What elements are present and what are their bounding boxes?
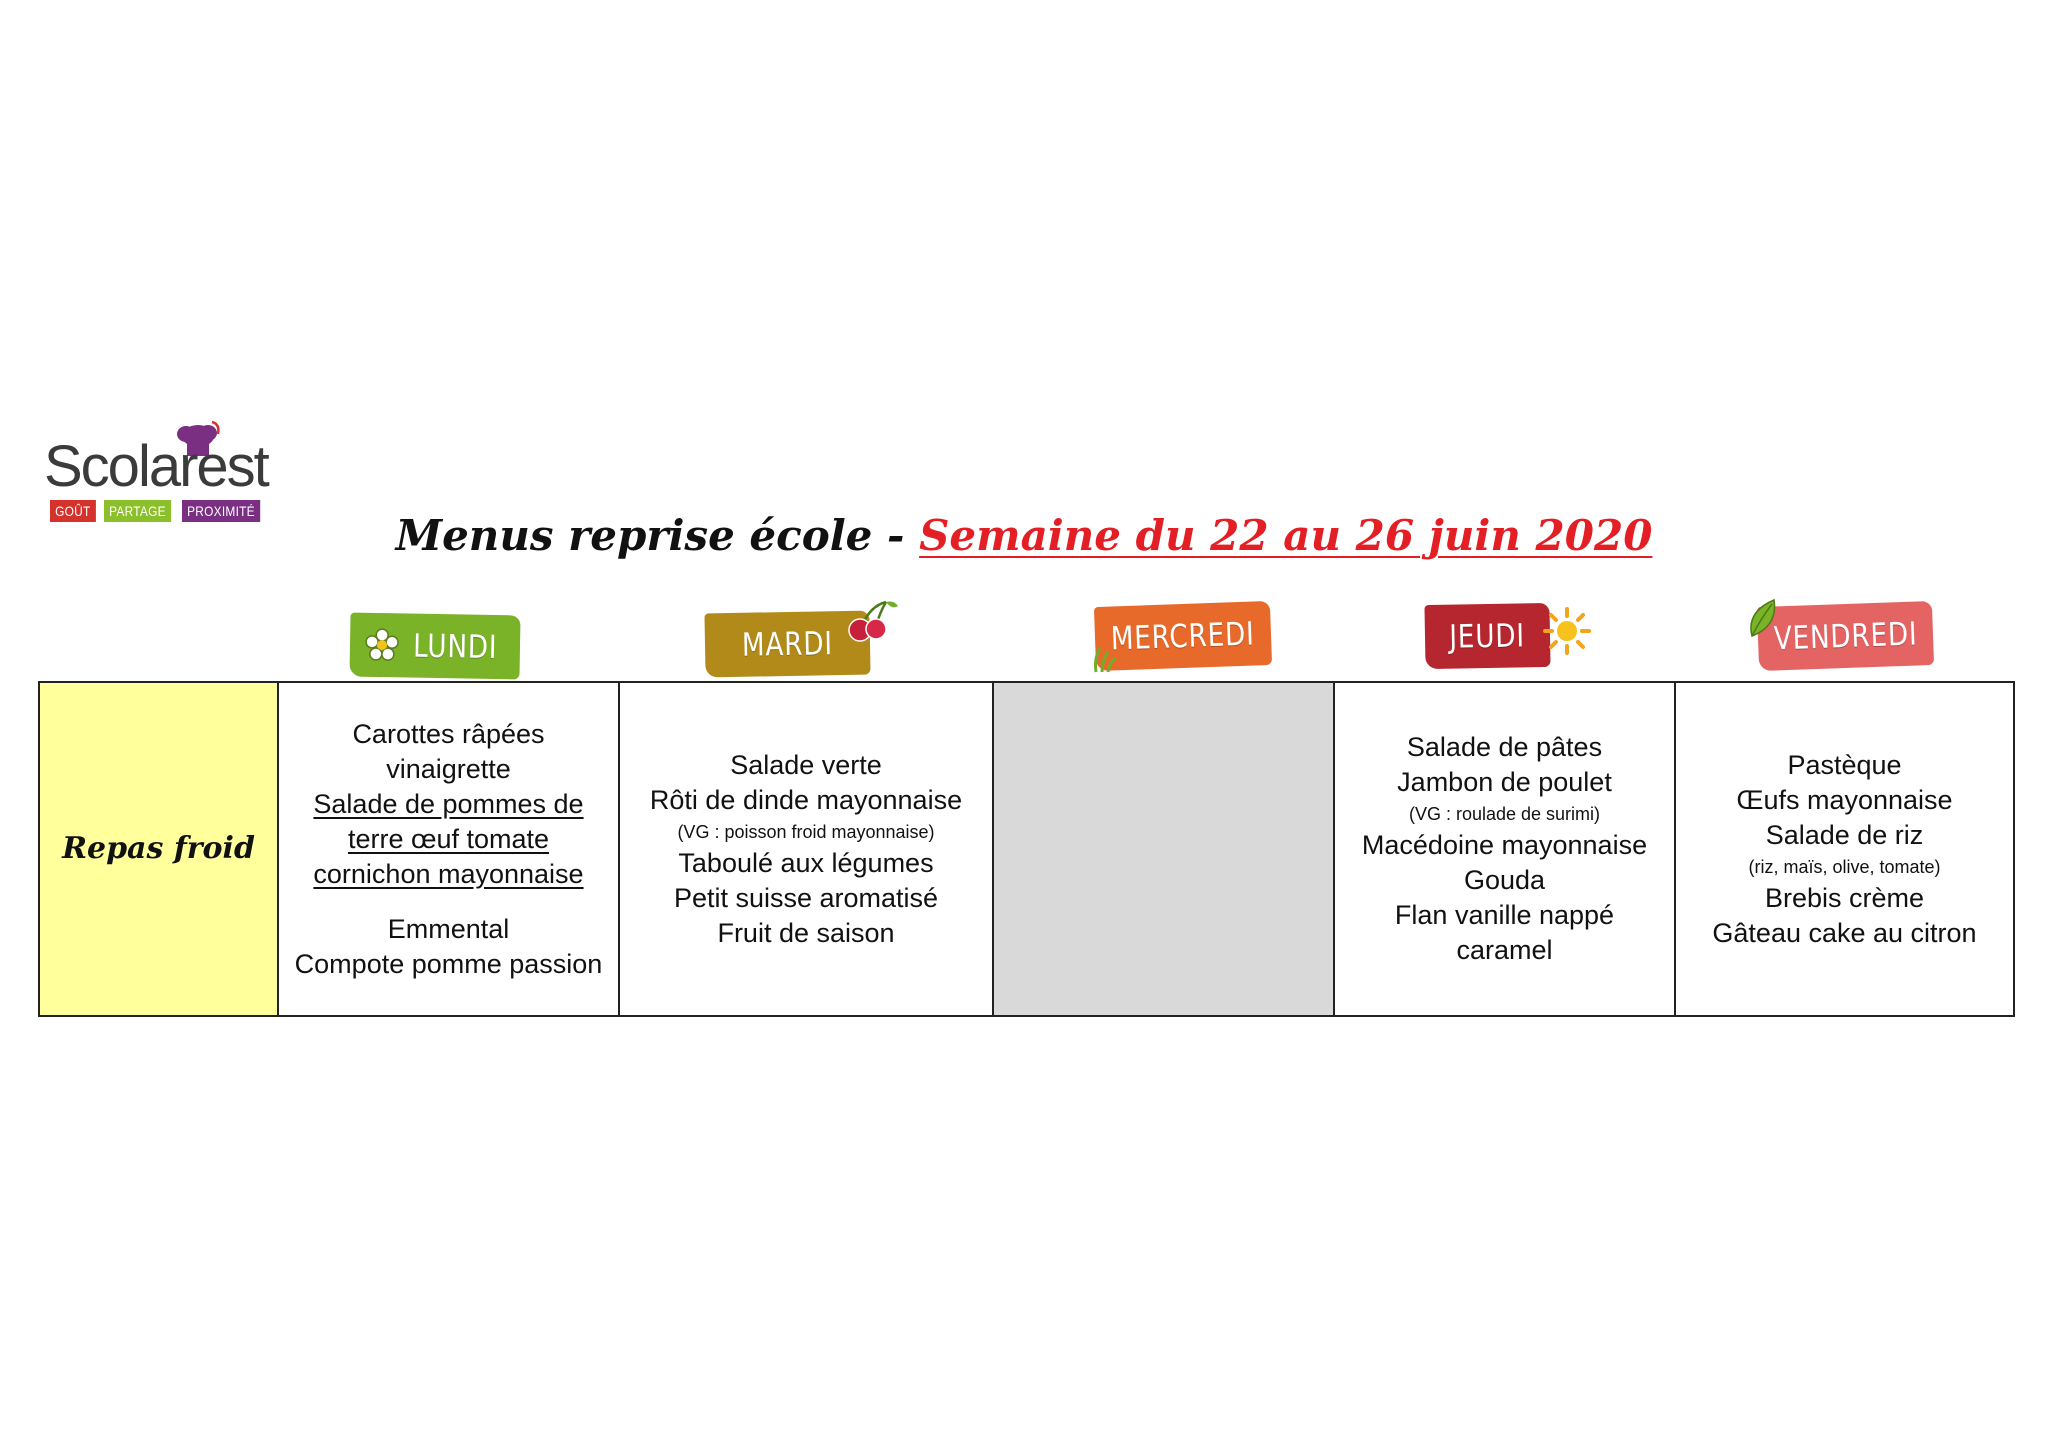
day-label-jeudi [1424,603,1550,669]
menu-item: Gouda [1463,865,1546,895]
page-title [0,506,2048,566]
menu-item: terre œuf tomate [347,823,550,854]
flower-icon [363,627,400,664]
menu-item: Compote pomme passion [294,948,603,979]
menu-item: Salade verte [730,749,882,780]
menu-item: Petit suisse aromatisé [673,882,939,913]
logo-tag-partage: PARTAGE [104,500,171,522]
menu-cell-vendredi [1674,683,2013,1015]
day-name-mardi: MARDI [741,624,834,664]
menu-note: (VG : poisson froid mayonnaise) [677,821,935,842]
day-label-vendredi [1757,601,1934,671]
menu-item: Œufs mayonnaise [1736,784,1953,815]
menu-item: Gâteau cake au citron [1712,917,1977,948]
day-name-lundi: LUNDI [412,626,498,667]
menu-item: cornichon mayonnaise [313,858,584,889]
cherries-icon [842,598,900,644]
menu-item: Carottes râpées [352,718,545,749]
menu-item: Salade de pommes de [313,788,584,819]
menu-item: Flan vanille nappé [1394,900,1615,930]
menu-item: caramel [1456,935,1553,965]
menu-item: Pastèque [1787,749,1902,780]
day-name-jeudi: JEUDI [1449,616,1526,656]
logo-tag-gout: GOÛT [50,500,96,522]
menu-item: Brebis crème [1764,882,1925,913]
row-label-cell [40,683,277,1015]
day-label-lundi [349,613,520,680]
grass-icon [1090,644,1120,674]
title-week: Semaine du 22 au 26 juin 2020 [919,511,1653,560]
title-main: Menus reprise école [395,511,873,560]
logo-tag-proximite: PROXIMITÉ [182,500,260,522]
menu-item: Jambon de poulet [1397,767,1612,797]
leaf-icon [1744,596,1780,642]
menu-cell-jeudi [1333,683,1674,1015]
menu-item: Macédoine mayonnaise [1361,830,1648,860]
menu-table [38,681,2015,1017]
row-label: Repas froid [62,831,255,866]
menu-item: Salade de pâtes [1406,732,1603,762]
menu-cell-mardi [618,683,992,1015]
menu-cell-lundi [277,683,618,1015]
menu-item: Fruit de saison [717,917,895,948]
menu-item: Emmental [387,913,510,944]
day-name-vendredi: VENDREDI [1773,614,1918,658]
menu-item: Taboulé aux légumes [678,847,934,878]
logo-wordmark: Scolarest [44,434,268,499]
menu-note: (riz, maïs, olive, tomate) [1748,856,1941,877]
menu-item: vinaigrette [386,753,511,784]
menu-item: Rôti de dinde mayonnaise [649,784,963,815]
day-name-mercredi: MERCREDI [1110,614,1256,658]
menu-item: Salade de riz [1765,819,1924,850]
menu-note: (VG : roulade de surimi) [1408,804,1601,824]
title-separator: - [872,511,920,560]
menu-cell-mercredi [992,683,1333,1015]
sun-icon [1542,606,1592,656]
day-label-mercredi [1094,601,1272,671]
